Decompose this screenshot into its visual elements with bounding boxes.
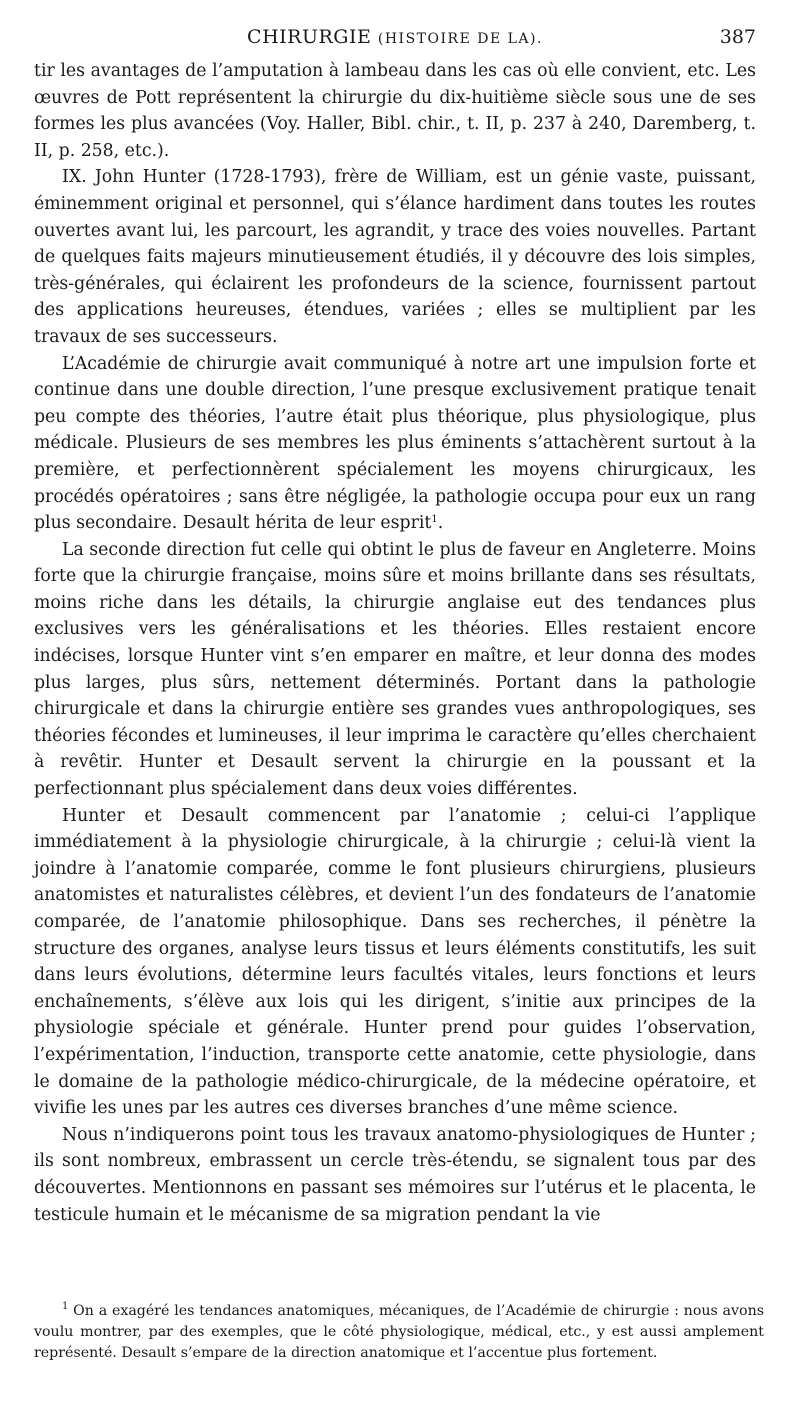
- paragraph-seconde-direction: La seconde direction fut celle qui obtint le plus de faveur en Angleterre. Moins forte que la chirurgie française, moins sûre et moins brillante dans ses résultats, moins riche dans les détails, la chirurgie anglaise eut des tendances plus exclusives vers les généralisations et les théories. Elles restaient encore indécises, lorsque Hunter vint s’en emparer en maître, et leur donna des modes plus larges, plus sûrs, nettement déterminés. Portant dans la pathologie chirurgicale et dans la chirurgie entière ses grandes vues anthropologiques, ses théories fécondes et lumineuses, il leur imprima le caractère qu’elles cherchaient à revêtir. Hunter et Desault servent la chirurgie en la poussant et la perfectionnant plus spécialement dans deux voies différentes.: [34, 539, 756, 800]
- paragraph-academie-text: L’Académie de chirurgie avait communiqué à notre art une impulsion forte et continue dans une double direction, l’une presque exclusivement pratique tenait peu compte des théories, l’autre était plus théorique, plus physiologique, plus médicale. Plusieurs de ses membres les plus éminents s’attachèrent surtout à la première, et perfectionnèrent spécialement les moyens chirurgicaux, les procédés opératoires ; sans être négligée, la pathologie occupa pour eux un rang plus secondaire. Desault hérita de leur esprit: [34, 353, 756, 534]
- page-header: [34, 26, 756, 62]
- main-text: [34, 58, 756, 1228]
- page-number: 387: [719, 26, 756, 48]
- running-head-subtitle: (HISTOIRE DE LA).: [377, 31, 543, 47]
- footnotes: [34, 1301, 764, 1364]
- paragraph-continuation: tir les avantages de l’amputation à lambeau dans les cas où elle convient, etc. Les œuvres de Pott représentent la chirurgie du dix-huitième siècle sous une de ses formes les plus avancées (Voy. Haller, Bibl. chir., t. II, p. 237 à 240, Daremberg, t. II, p. 258, etc.).: [34, 61, 756, 161]
- footnote-reference: 1: [431, 514, 438, 526]
- paragraph-academie: L’Académie de chirurgie avait communiqué à notre art une impulsion forte et continue dans une double direction, l’une presque exclusivement pratique tenait peu compte des théories, l’autre était plus théorique, plus physiologique, plus médicale. Plusieurs de ses membres les plus éminents s’attachèrent surtout à la première, et perfectionnèrent spécialement les moyens chirurgicaux, les procédés opératoires ; sans être négligée, la pathologie occupa pour eux un rang plus secondaire. Desault hérita de leur esprit$^1$.: [34, 353, 756, 534]
- footnote: [34, 1301, 764, 1364]
- footnote-mark: 1: [62, 1301, 69, 1312]
- paragraph-section-ix: IX. John Hunter (1728-1793), frère de William, est un génie vaste, puissant, éminemment original et personnel, qui s’élance hardiment dans toutes les routes ouvertes avant lui, les parcourt, les agrandit, y trace des voies nouvelles. Partant de quelques faits majeurs minutieusement étudiés, il y découvre des lois simples, très-générales, qui éclairent les profondeurs de la science, fournissent partout des applications heureuses, étendues, variées ; elles se multiplient par les travaux de ses successeurs.: [34, 167, 756, 347]
- running-head: [34, 26, 756, 48]
- footnote-text: On a exagéré les tendances anatomiques, mécaniques, de l’Académie de chirurgie : nous avons voulu montrer, par des exemples, que le côté physiologique, médical, etc., y est aussi amplement représenté. Desault s’empare de la direction anatomique et l’accentue plus fortement.: [34, 1303, 764, 1361]
- paragraph-hunter-desault: Hunter et Desault commencent par l’anatomie ; celui-ci l’applique immédiatement à la physiologie chirurgicale, à la chirurgie ; celui-là vient la joindre à l’anatomie comparée, comme le font plusieurs chirurgiens, plusieurs anatomistes et naturalistes célèbres, et devient l’un des fondateurs de l’anatomie comparée, de l’anatomie philosophique. Dans ses recherches, il pénètre la structure des organes, analyse leurs tissus et leurs éléments constitutifs, les suit dans leurs évolutions, détermine leurs facultés vitales, leurs fonctions et leurs enchaînements, s’élève aux lois qui les dirigent, s’initie aux principes de la physiologie spéciale et générale. Hunter prend pour guides l’observation, l’expérimentation, l’induction, transporte cette anatomie, cette physiologie, dans le domaine de la pathologie médico-chirurgicale, de la médecine opératoire, et vivifie les unes par les autres ces diverses branches d’une même science.: [34, 805, 756, 1119]
- paragraph-travaux: Nous n’indiquerons point tous les travaux anatomo-physiologiques de Hunter ; ils sont nombreux, embrassent un cercle très-étendu, se signalent tous par des découvertes. Mentionnons en passant ses mémoires sur l’utérus et le placenta, le testicule humain et le mécanisme de sa migration pendant la vie: [34, 1124, 756, 1225]
- running-head-title: CHIRURGIE: [247, 26, 372, 48]
